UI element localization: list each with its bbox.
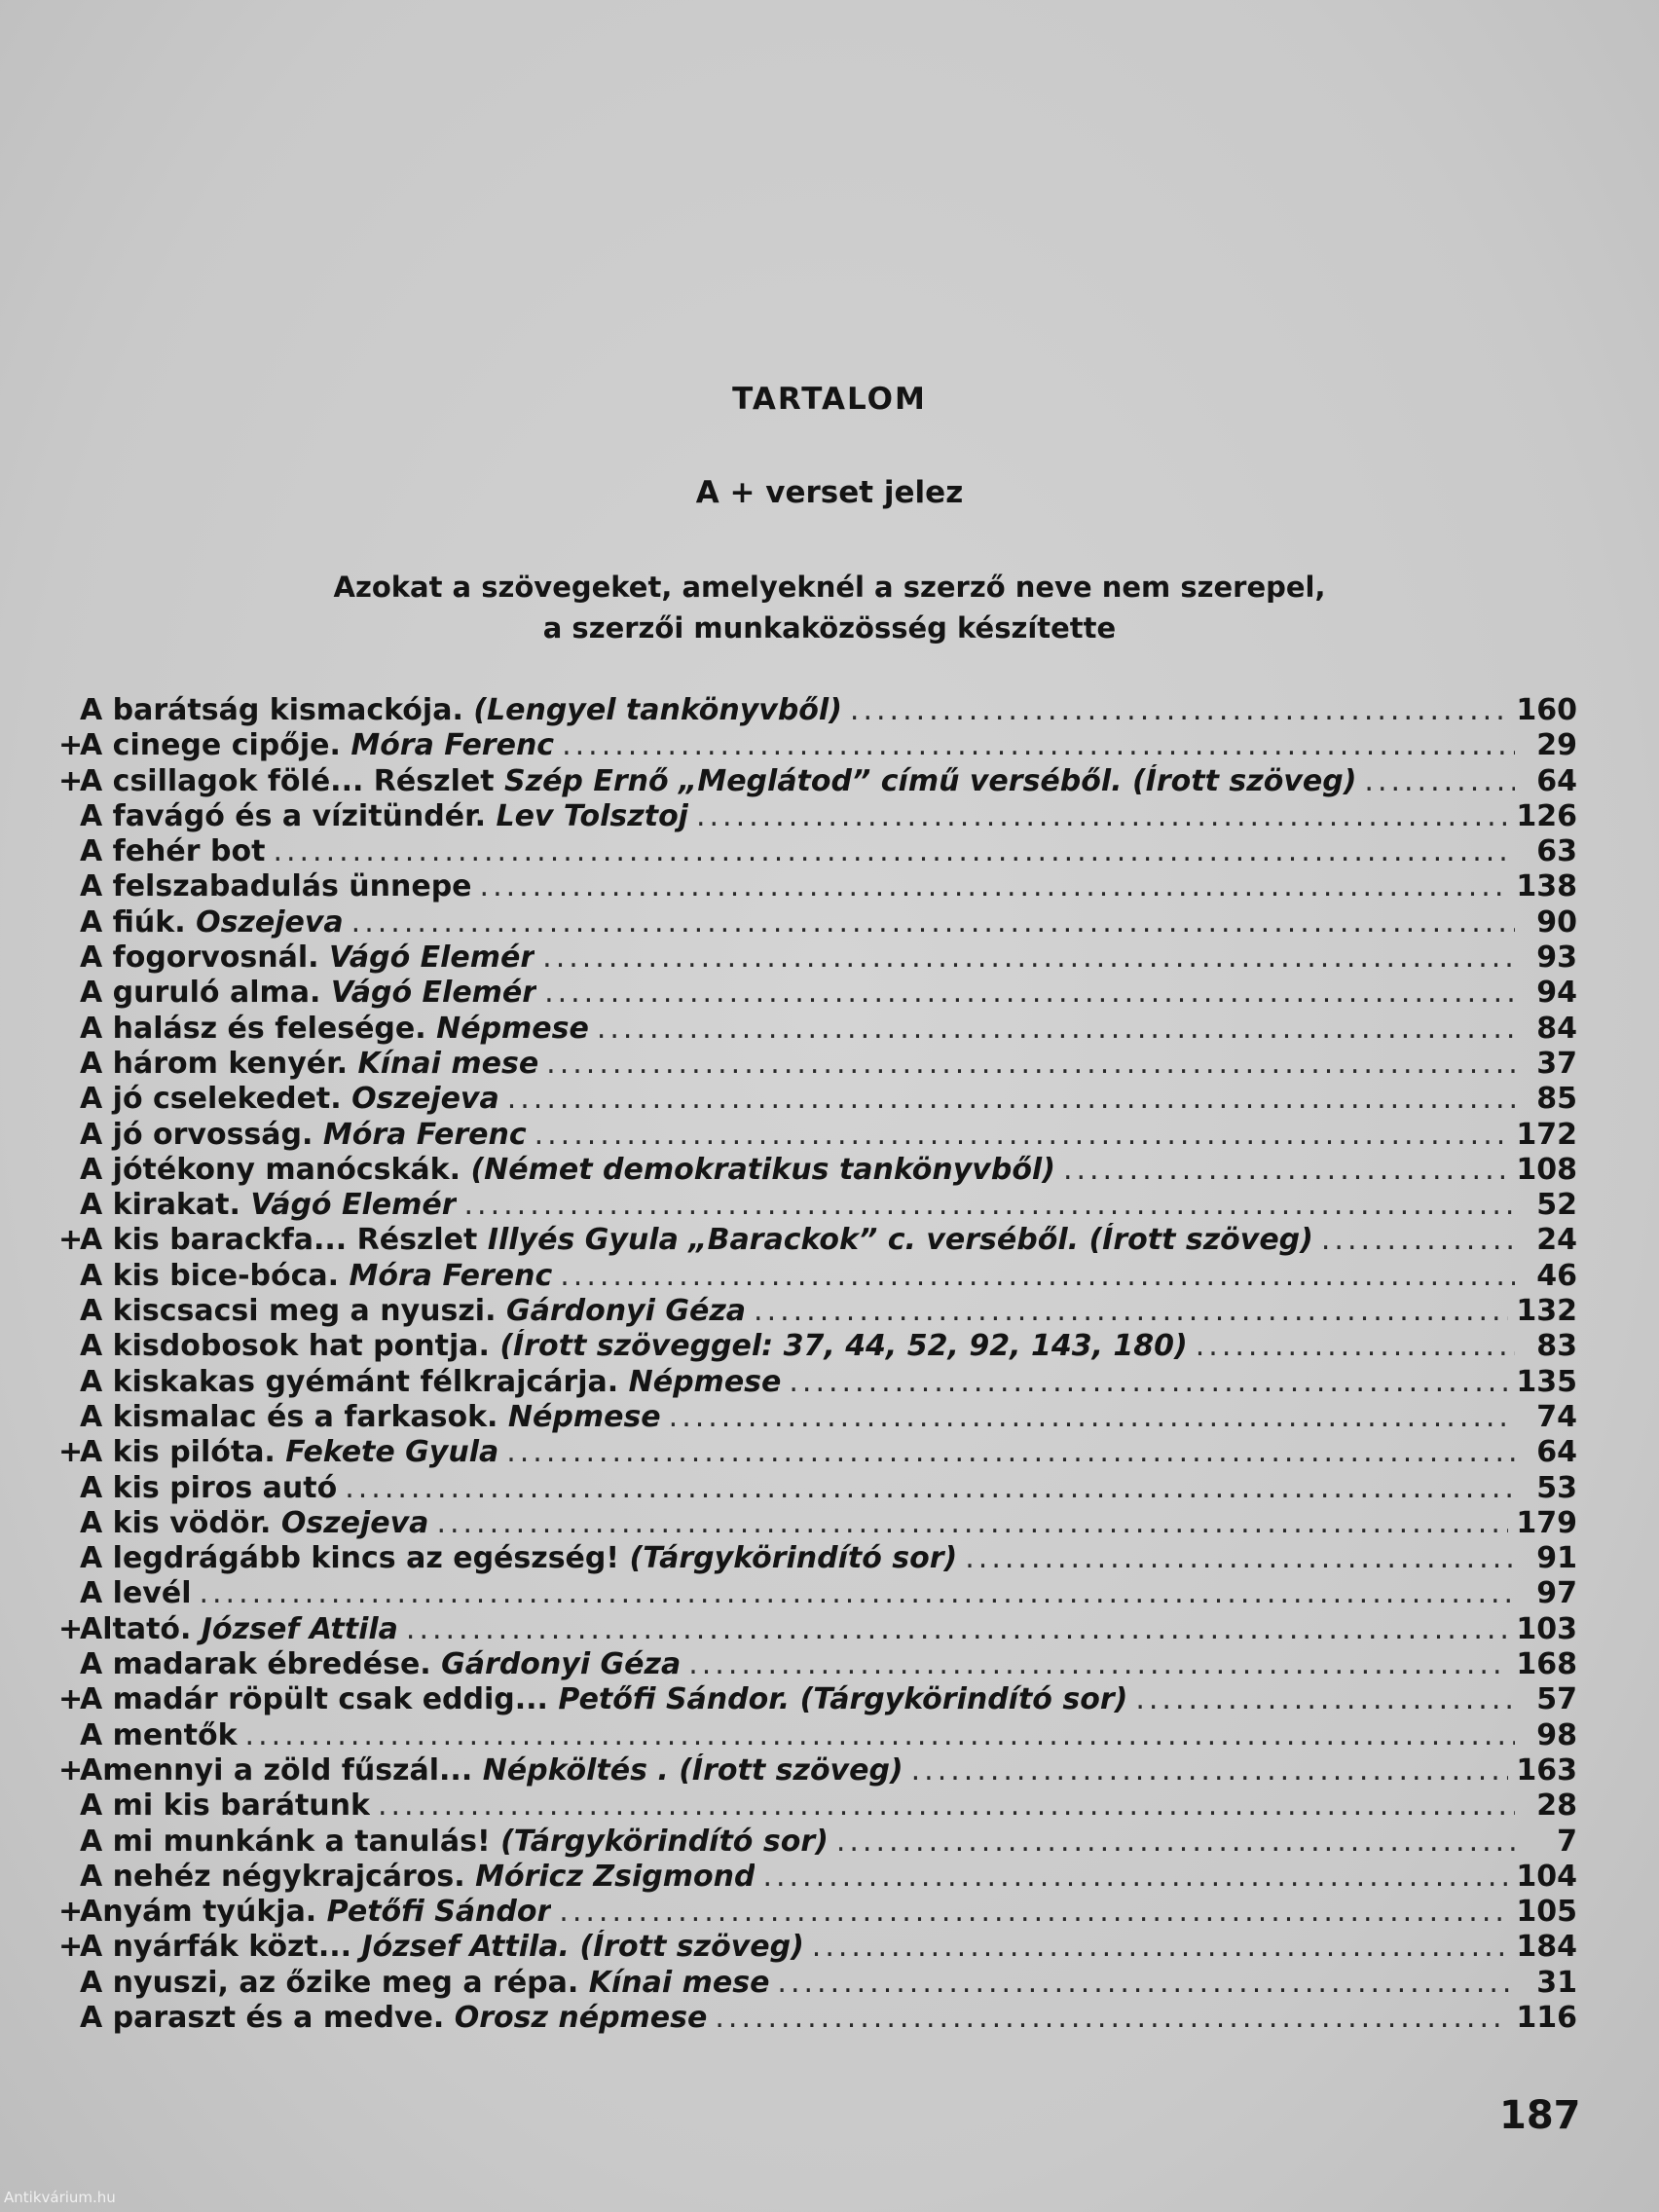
dot-leader [669,1400,1515,1434]
toc-entry [58,1576,1577,1611]
toc-entry-page: 31 [1536,1965,1577,2000]
toc-entry-author: József Attila [201,1611,398,1646]
toc-entry-text [58,1718,238,1752]
toc-entry [58,1294,1577,1329]
toc-entry-page: 97 [1536,1576,1577,1611]
toc-entry-page: 83 [1536,1329,1577,1364]
toc-entry-author: Népmese [436,1011,589,1046]
toc-entry-author: (Lengyel tankönyvből) [473,693,842,727]
toc-entry [58,1895,1577,1930]
toc-entry-page: 98 [1536,1717,1577,1752]
toc-entry-title: A jó cselekedet. [80,1082,342,1117]
legend-note: A + verset jelez [695,475,964,510]
toc-entry-title: A cinege cipője. [80,728,341,763]
toc-entry-title: A kirakat. [80,1188,240,1223]
toc-entry [58,1682,1577,1717]
toc-entry-author: Illyés Gyula „Barackok” c. verséből. (Írott szöveg) [487,1223,1313,1258]
poem-mark: + [58,1223,84,1258]
toc-entry-text [58,1365,781,1399]
toc-entry-page: 132 [1516,1294,1577,1329]
toc-entry-page: 63 [1536,834,1577,869]
poem-mark: + [58,1752,84,1788]
toc-entry-text [58,1012,589,1046]
toc-entry-text [58,1966,769,2000]
toc-entry-page: 163 [1516,1752,1577,1788]
toc-entry-author: Móra Ferenc [322,1117,527,1152]
toc-entry-author: (Tárgykörindító sor) [500,1824,829,1859]
toc-entry-title: A kiskakas gyémánt félkrajcárja. [80,1364,619,1399]
dot-leader [1321,1223,1515,1257]
toc-entry-text [58,728,554,762]
toc-entry-author: Népköltés . (Írott szöveg) [482,1752,903,1788]
toc-entry [58,1400,1577,1435]
dot-leader [378,1788,1515,1823]
toc-entry-page: 104 [1516,1859,1577,1894]
dot-leader [351,905,1515,940]
toc-entry-page: 46 [1536,1258,1577,1293]
toc-entry-text [58,1294,746,1328]
toc-entry-author: Gárdonyi Géza [441,1647,682,1682]
toc-entry-title: A favágó és a vízitündér. [80,798,486,833]
toc-entry-title: A kiscsacsi meg a nyuszi. [80,1294,497,1329]
toc-entry-title: A madár röpült csak eddig... [80,1682,548,1717]
toc-entry-title: A guruló alma. [80,976,321,1011]
toc-entry [58,905,1577,940]
toc-entry-page: 29 [1536,728,1577,763]
dot-leader [506,1435,1515,1469]
toc-entry [58,1718,1577,1753]
toc-entry-title: Amennyi a zöld fűszál... [80,1752,473,1788]
poem-mark: + [58,1930,84,1965]
toc-entry [58,1647,1577,1682]
toc-entry [58,1471,1577,1506]
page-title: TARTALOM [732,382,927,417]
dot-leader [715,2001,1508,2035]
toc-entry [58,1930,1577,1965]
toc-entry [58,1047,1577,1082]
toc-entry-title: A három kenyér. [80,1046,349,1081]
toc-entry-page: 28 [1536,1788,1577,1824]
toc-entry-title: A barátság kismackója. [80,693,463,727]
dot-leader [544,976,1515,1010]
toc-entry [58,834,1577,869]
toc-entry-page: 90 [1536,904,1577,940]
toc-entry-text [58,1082,499,1116]
toc-entry-page: 93 [1536,940,1577,976]
dot-leader [535,1118,1509,1152]
toc-entry-text [58,1576,191,1610]
toc-entry-text [58,1223,1313,1257]
toc-entry-text [58,1541,957,1575]
dot-leader [406,1612,1508,1646]
toc-entry-title: A kismalac és a farkasok. [80,1399,498,1434]
toc-entry-author: Oszejeva [351,1082,499,1117]
dot-leader [345,1471,1515,1505]
toc-entry [58,1435,1577,1470]
toc-entry-title: A fehér bot [80,834,266,869]
toc-entry [58,1082,1577,1117]
toc-entry-text [58,799,688,833]
toc-entry-page: 53 [1536,1470,1577,1505]
dot-leader [597,1012,1515,1046]
dot-leader [836,1825,1515,1859]
poem-mark: + [58,1682,84,1717]
poem-mark: + [58,1435,84,1470]
dot-leader [812,1930,1509,1964]
dot-leader [1196,1329,1515,1363]
toc-entry-text [58,905,344,940]
toc-entry-title: A paraszt és a medve. [80,2000,445,2035]
toc-entry-text [58,1753,903,1788]
toc-entry-page: 103 [1516,1611,1577,1646]
toc-entry-text [58,1647,681,1681]
toc-entry-text [58,834,265,868]
toc-entry [58,1612,1577,1647]
toc-entry-author: Vágó Elemér [328,940,535,976]
toc-entry [58,728,1577,763]
dot-leader [965,1541,1515,1575]
toc-entry-author: Petőfi Sándor [326,1895,552,1930]
toc-entry-title: A mi munkánk a tanulás! [80,1824,491,1859]
toc-entry-title: A mi kis barátunk [80,1788,370,1824]
toc-entry-text [58,1047,538,1081]
toc-entry-page: 108 [1516,1152,1577,1187]
toc-entry-title: A madarak ébredése. [80,1647,431,1682]
toc-entry-author: Kínai mese [357,1046,539,1081]
toc-entry-text [58,1895,551,1929]
toc-entry-author: Móra Ferenc [349,1258,553,1293]
toc-entry-page: 7 [1557,1824,1577,1859]
toc-entry-page: 64 [1536,763,1577,798]
toc-entry-page: 57 [1536,1682,1577,1717]
toc-entry-author: Népmese [628,1364,782,1399]
dot-leader [789,1365,1508,1399]
toc-entry-author: Móra Ferenc [350,728,555,763]
toc-entry [58,1223,1577,1258]
dot-leader [507,1082,1515,1116]
toc-entry-author: Oszejeva [280,1505,429,1540]
toc-entry [58,1118,1577,1153]
toc-entry-author: Oszejeva [196,904,344,940]
toc-entry-text [58,1435,498,1469]
dot-leader [245,1718,1515,1752]
toc-entry [58,1753,1577,1788]
toc-entry-page: 126 [1516,798,1577,833]
toc-entry-text [58,1860,755,1894]
toc-entry-text [58,1930,804,1964]
toc-entry-text [58,693,842,727]
toc-entry-text [58,1259,552,1293]
toc-entry [58,1188,1577,1223]
toc-entry-author: Petőfi Sándor. (Tárgykörindító sor) [558,1682,1128,1717]
toc-entry-title: A kis pilóta. [80,1435,276,1470]
toc-entry-title: A nyárfák közt... [80,1930,352,1965]
table-of-contents [58,693,1577,2036]
toc-entry-page: 85 [1536,1082,1577,1117]
toc-entry [58,1825,1577,1860]
toc-entry-title: A csillagok fölé... Részlet [80,763,495,798]
dot-leader [696,799,1508,833]
poem-mark: + [58,1895,84,1930]
toc-entry-page: 116 [1516,2000,1577,2035]
toc-entry-author: József Attila. (Írott szöveg) [361,1930,804,1965]
toc-entry-title: A nyuszi, az őzike meg a répa. [80,1965,579,2000]
toc-entry [58,764,1577,799]
toc-entry-author: Népmese [507,1399,661,1434]
toc-entry-text [58,2001,707,2035]
dot-leader [762,1860,1508,1894]
toc-entry-author: Fekete Gyula [285,1435,499,1470]
toc-entry-author: Lev Tolsztoj [496,798,688,833]
dot-leader [1364,764,1515,798]
toc-entry [58,1153,1577,1188]
dot-leader [273,834,1515,868]
toc-entry [58,799,1577,834]
toc-entry-text [58,869,472,903]
toc-entry [58,1541,1577,1576]
toc-entry-page: 91 [1536,1541,1577,1576]
toc-entry-title: A felszabadulás ünnepe [80,869,472,904]
toc-entry-author: Szép Ernő „Meglátod” című verséből. (Írott szöveg) [504,763,1357,798]
toc-entry-text [58,1825,829,1859]
toc-entry-title: A kisdobosok hat pontja. [80,1329,490,1364]
dot-leader [911,1753,1509,1788]
toc-entry-title: Anyám tyúkja. [80,1895,317,1930]
toc-entry [58,869,1577,904]
toc-entry-text [58,1682,1127,1716]
toc-entry-author: Vágó Elemér [250,1188,457,1223]
toc-entry-author: Orosz népmese [454,2000,708,2035]
toc-entry-text [58,940,535,975]
toc-entry [58,693,1577,728]
toc-entry [58,1966,1577,2001]
dot-leader [560,1259,1515,1293]
toc-entry-page: 24 [1536,1223,1577,1258]
dot-leader [542,940,1515,975]
toc-entry-page: 74 [1536,1399,1577,1434]
authorship-note [0,567,1659,648]
toc-entry-page: 64 [1536,1435,1577,1470]
toc-entry-text [58,1153,1055,1187]
toc-entry-title: A kis piros autó [80,1470,338,1505]
toc-entry [58,1259,1577,1294]
toc-entry-page: 160 [1516,693,1577,727]
toc-entry-text [58,1188,457,1222]
poem-mark: + [58,728,84,763]
dot-leader [1135,1682,1515,1716]
dot-leader [1063,1153,1508,1187]
toc-entry [58,1788,1577,1824]
toc-entry [58,1329,1577,1364]
dot-leader [559,1895,1508,1929]
toc-entry-text [58,764,1356,798]
toc-entry-page: 84 [1536,1011,1577,1046]
poem-mark: + [58,763,84,798]
watermark: Antikvárium.hu [4,2189,116,2206]
toc-entry-text [58,1400,661,1434]
toc-entry-title: A levél [80,1576,192,1611]
toc-entry-author: Vágó Elemér [330,976,537,1011]
dot-leader [688,1647,1508,1681]
authorship-note-line-2: a szerzői munkaközösség készítette [542,611,1117,645]
toc-entry-page: 172 [1516,1117,1577,1152]
dot-leader [850,693,1508,727]
toc-entry [58,940,1577,976]
toc-entry-text [58,1612,398,1646]
toc-entry-title: A kis vödör. [80,1505,272,1540]
dot-leader [546,1047,1515,1081]
toc-entry-title: A jótékony manócskák. [80,1152,461,1187]
dot-leader [562,728,1515,762]
dot-leader [754,1294,1508,1328]
toc-entry-page: 135 [1516,1364,1577,1399]
toc-entry-text [58,1471,337,1505]
toc-entry-author: (Írott szöveggel: 37, 44, 52, 92, 143, 180) [499,1329,1188,1364]
toc-entry-text [58,1329,1188,1363]
toc-entry [58,1506,1577,1541]
toc-entry [58,1012,1577,1047]
toc-entry-title: A kis bice-bóca. [80,1258,340,1293]
dot-leader [464,1188,1515,1222]
toc-entry-page: 184 [1516,1930,1577,1965]
toc-entry-author: Gárdonyi Géza [505,1294,747,1329]
toc-entry-title: Altató. [80,1611,192,1646]
toc-entry-author: Móricz Zsigmond [475,1859,756,1894]
toc-entry-author: (Tárgykörindító sor) [629,1541,958,1576]
toc-entry-title: A halász és felesége. [80,1011,426,1046]
toc-entry-author: (Német demokratikus tankönyvből) [470,1152,1055,1187]
toc-entry-title: A mentők [80,1717,238,1752]
toc-entry-title: A fiúk. [80,904,186,940]
poem-mark: + [58,1611,84,1646]
toc-entry-title: A legdrágább kincs az egészség! [80,1541,620,1576]
toc-entry-page: 94 [1536,976,1577,1011]
toc-entry-page: 37 [1536,1046,1577,1081]
toc-entry-text [58,1788,370,1823]
toc-entry-title: A kis barackfa... Részlet [80,1223,478,1258]
dot-leader [436,1506,1508,1540]
authorship-note-line-1: Azokat a szövegeket, amelyeknél a szerző neve nem szerepel, [333,571,1326,604]
toc-entry-text [58,976,536,1010]
dot-leader [480,869,1509,903]
toc-entry-page: 168 [1516,1647,1577,1682]
toc-entry-text [58,1118,527,1152]
toc-entry [58,976,1577,1011]
toc-entry-page: 138 [1516,869,1577,904]
page-number: 187 [1499,2093,1581,2138]
toc-entry-text [58,1506,428,1540]
toc-entry [58,1860,1577,1895]
toc-entry [58,2001,1577,2036]
toc-entry [58,1365,1577,1400]
toc-entry-title: A fogorvosnál. [80,940,319,976]
toc-entry-page: 105 [1516,1895,1577,1930]
dot-leader [777,1966,1515,2000]
dot-leader [199,1576,1515,1610]
toc-entry-page: 52 [1536,1188,1577,1223]
toc-entry-author: Kínai mese [588,1965,770,2000]
toc-entry-title: A nehéz négykrajcáros. [80,1859,465,1894]
toc-entry-title: A jó orvosság. [80,1117,313,1152]
toc-entry-page: 179 [1516,1505,1577,1540]
